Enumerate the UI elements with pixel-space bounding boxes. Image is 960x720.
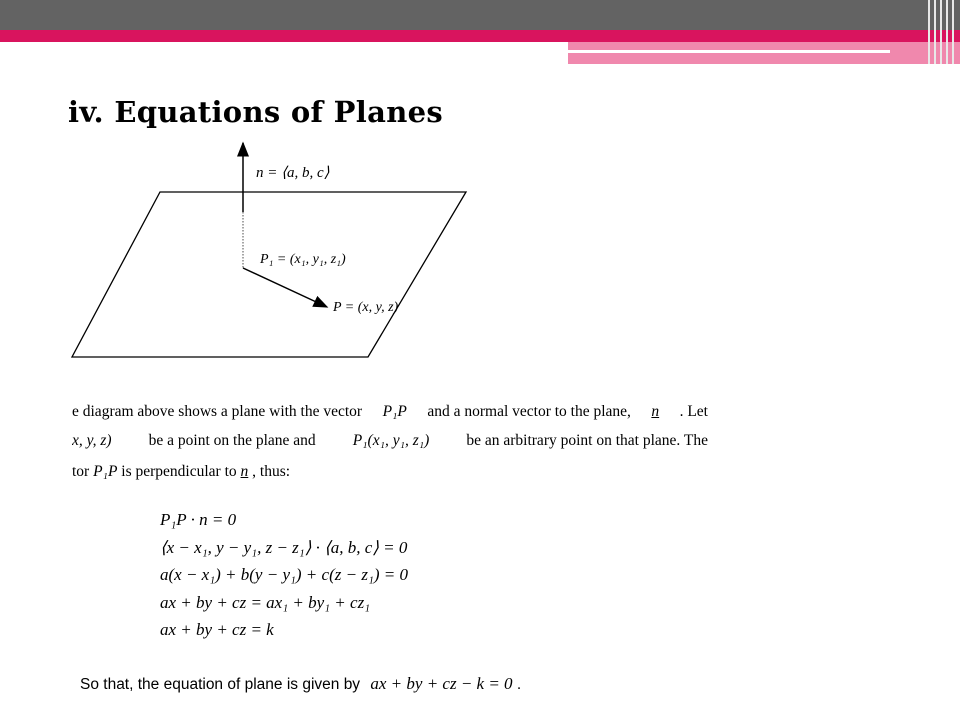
accent-bar	[0, 30, 960, 42]
body-paragraph-line-2	[72, 432, 708, 450]
vector-n: n	[651, 403, 660, 420]
vector-n: n	[240, 463, 249, 480]
equation-line-3: a(x − x₁) + b(y − y₁) + c(z − z₁) = 0	[160, 565, 408, 584]
p1p-vector-arrow	[243, 268, 327, 307]
text-span: , thus:	[252, 463, 291, 480]
text-span: tor	[72, 463, 90, 480]
plane-shape	[72, 192, 466, 357]
normal-vector-label: n = ⟨a, b, c⟩	[256, 165, 330, 181]
text-span: x, y, z)	[72, 432, 112, 449]
equation-line-4: ax + by + cz = ax₁ + by₁ + cz₁	[160, 592, 371, 612]
body-paragraph-line-3	[72, 463, 708, 481]
text-span: . Let	[679, 403, 708, 420]
body-paragraph-line-1	[72, 403, 708, 421]
text-span: be an arbitrary point on that plane. The	[466, 432, 708, 449]
point-p1-label: P₁ = (x₁, y₁, z₁)	[260, 252, 346, 267]
text-span: is perpendicular to	[121, 463, 237, 480]
text-span: be a point on the plane and	[148, 432, 316, 449]
equation-derivation	[160, 510, 408, 648]
header-bar	[0, 0, 960, 30]
point-p1: P₁(x₁, y₁, z₁)	[352, 432, 430, 449]
point-p-label: P = (x, y, z)	[333, 300, 399, 315]
accent-bar-light	[568, 42, 960, 64]
equation-line-2: ⟨x − x₁, y − y₁, z − z₁⟩ · ⟨a, b, c⟩ = 0	[160, 537, 408, 557]
conclusion-text: So that, the equation of plane is given by	[80, 676, 361, 693]
header-decoration	[924, 0, 960, 64]
equation-line-1: P₁P · n = 0	[160, 510, 237, 529]
plane-equation: ax + by + cz − k = 0	[370, 674, 513, 693]
text-span: and a normal vector to the plane,	[427, 403, 631, 420]
slide-title: iv. Equations of Planes	[68, 95, 443, 129]
equation-line-5: ax + by + cz = k	[160, 620, 274, 639]
accent-divider	[560, 50, 890, 53]
conclusion-line	[80, 674, 521, 694]
vector-p1p: P₁P	[382, 403, 407, 420]
vector-p1p: P₁P	[93, 463, 118, 480]
conclusion-period: .	[516, 676, 522, 693]
text-span: e diagram above shows a plane with the vector	[72, 403, 363, 420]
plane-diagram	[0, 130, 500, 370]
